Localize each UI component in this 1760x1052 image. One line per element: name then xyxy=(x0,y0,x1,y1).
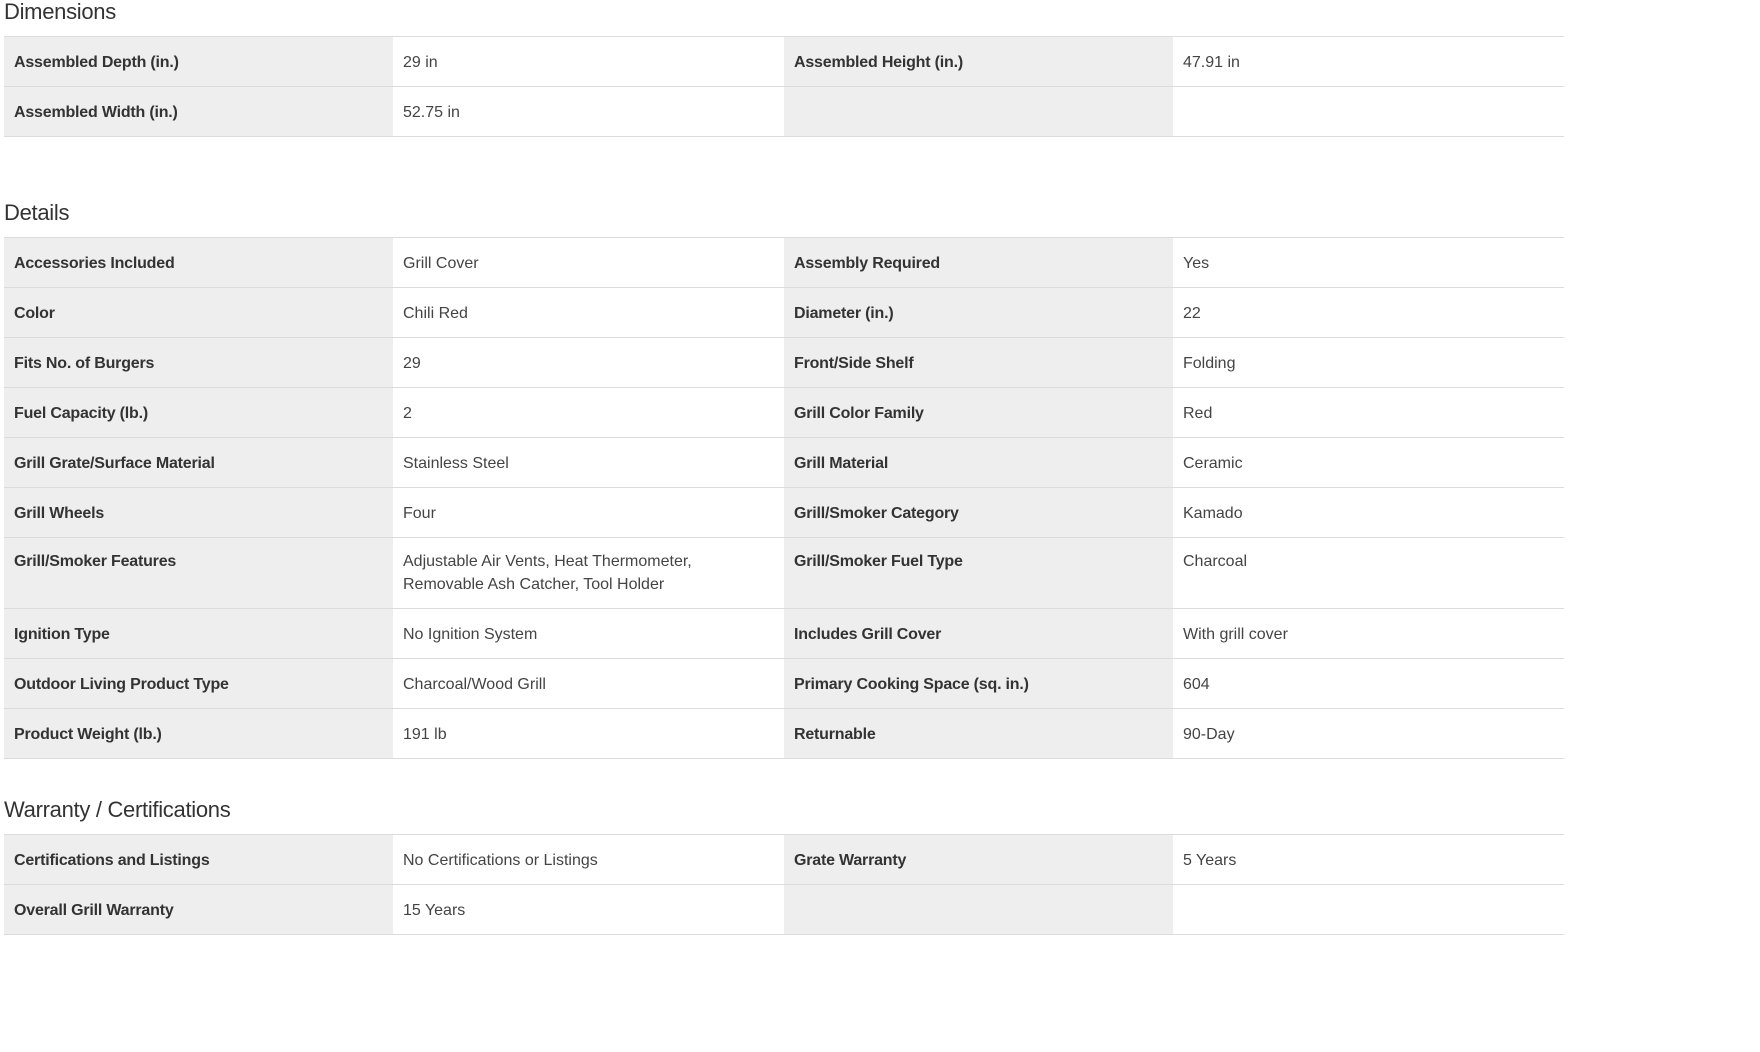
spec-label: Accessories Included xyxy=(4,238,393,287)
spec-value: Four xyxy=(393,488,784,537)
spec-value: Ceramic xyxy=(1173,438,1564,487)
spec-label: Grill Color Family xyxy=(784,388,1173,437)
spec-value: No Ignition System xyxy=(393,609,784,658)
table-row xyxy=(4,338,1564,388)
dimensions-table xyxy=(4,36,1564,137)
spec-label: Color xyxy=(4,288,393,337)
spec-label: Outdoor Living Product Type xyxy=(4,659,393,708)
spec-label: Grill/Smoker Fuel Type xyxy=(784,538,1173,608)
spec-value: 47.91 in xyxy=(1173,37,1564,86)
spec-label: Grill/Smoker Category xyxy=(784,488,1173,537)
spec-value: 29 in xyxy=(393,37,784,86)
spec-label: Primary Cooking Space (sq. in.) xyxy=(784,659,1173,708)
spec-value xyxy=(1173,87,1564,136)
spec-label: Assembled Width (in.) xyxy=(4,87,393,136)
spec-label: Overall Grill Warranty xyxy=(4,885,393,934)
spec-value: Kamado xyxy=(1173,488,1564,537)
table-row xyxy=(4,835,1564,885)
table-row xyxy=(4,288,1564,338)
section-title-dimensions: Dimensions xyxy=(4,0,116,24)
spec-label: Fits No. of Burgers xyxy=(4,338,393,387)
spec-label: Grill/Smoker Features xyxy=(4,538,393,608)
spec-value: 52.75 in xyxy=(393,87,784,136)
section-title-warranty: Warranty / Certifications xyxy=(4,797,231,822)
table-row xyxy=(4,609,1564,659)
table-row xyxy=(4,659,1564,709)
dimensions-section xyxy=(4,0,1564,137)
details-section xyxy=(4,201,1564,759)
spec-value: 191 lb xyxy=(393,709,784,758)
spec-value: 90-Day xyxy=(1173,709,1564,758)
spec-label: Ignition Type xyxy=(4,609,393,658)
spec-label: Grill Grate/Surface Material xyxy=(4,438,393,487)
spec-label: Diameter (in.) xyxy=(784,288,1173,337)
spec-label: Certifications and Listings xyxy=(4,835,393,884)
spec-value: 29 xyxy=(393,338,784,387)
spec-label: Grill Material xyxy=(784,438,1173,487)
spec-value: Grill Cover xyxy=(393,238,784,287)
spec-value: With grill cover xyxy=(1173,609,1564,658)
table-row xyxy=(4,87,1564,137)
spec-value: Adjustable Air Vents, Heat Thermometer, Removable Ash Catcher, Tool Holder xyxy=(393,538,784,608)
spec-label: Includes Grill Cover xyxy=(784,609,1173,658)
spec-label: Front/Side Shelf xyxy=(784,338,1173,387)
spec-value: 22 xyxy=(1173,288,1564,337)
spec-value: Charcoal xyxy=(1173,538,1564,608)
warranty-section xyxy=(4,798,1564,935)
details-table xyxy=(4,237,1564,759)
spec-label: Returnable xyxy=(784,709,1173,758)
spec-value: Folding xyxy=(1173,338,1564,387)
spec-value: 5 Years xyxy=(1173,835,1564,884)
spec-value: 15 Years xyxy=(393,885,784,934)
spec-value: 2 xyxy=(393,388,784,437)
table-row xyxy=(4,37,1564,87)
spec-label: Grate Warranty xyxy=(784,835,1173,884)
spec-label: Assembled Depth (in.) xyxy=(4,37,393,86)
table-row xyxy=(4,885,1564,935)
section-title-details: Details xyxy=(4,200,70,225)
table-row xyxy=(4,388,1564,438)
spec-value: Red xyxy=(1173,388,1564,437)
spec-label: Product Weight (lb.) xyxy=(4,709,393,758)
table-row xyxy=(4,709,1564,759)
spec-value: Yes xyxy=(1173,238,1564,287)
table-row xyxy=(4,438,1564,488)
spec-label: Assembled Height (in.) xyxy=(784,37,1173,86)
spec-value xyxy=(1173,885,1564,934)
table-row xyxy=(4,488,1564,538)
spec-label xyxy=(784,885,1173,934)
table-row xyxy=(4,538,1564,609)
spec-label: Grill Wheels xyxy=(4,488,393,537)
spec-value: No Certifications or Listings xyxy=(393,835,784,884)
warranty-table xyxy=(4,834,1564,935)
spec-value: Chili Red xyxy=(393,288,784,337)
spec-label: Assembly Required xyxy=(784,238,1173,287)
table-row xyxy=(4,238,1564,288)
spec-value: 604 xyxy=(1173,659,1564,708)
spec-label: Fuel Capacity (lb.) xyxy=(4,388,393,437)
spec-value: Charcoal/Wood Grill xyxy=(393,659,784,708)
spec-value: Stainless Steel xyxy=(393,438,784,487)
spec-label xyxy=(784,87,1173,136)
